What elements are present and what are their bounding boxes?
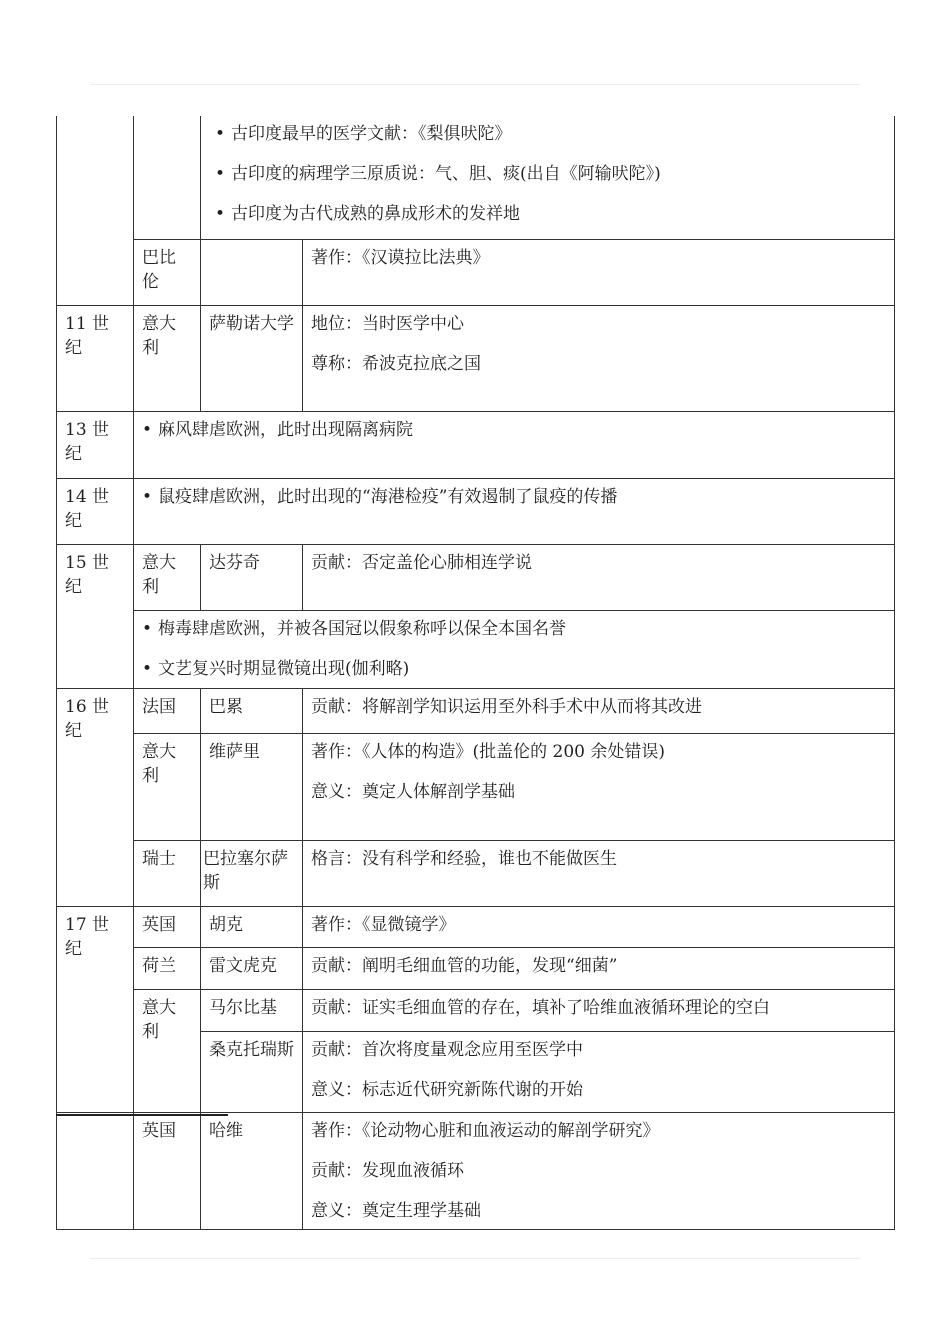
note: 著作：《人体的构造》(批盖伦的 200 余处错误): [311, 741, 666, 762]
note: 贡献：发现血液循环: [311, 1160, 464, 1181]
note: 尊称：希波克拉底之国: [311, 353, 481, 374]
table-row: [57, 989, 895, 1031]
table-row: [57, 411, 895, 478]
note: 贡献：首次将度量观念应用至医学中: [311, 1039, 583, 1060]
country-cell: 法国: [134, 688, 201, 733]
century-cell: 13 世纪: [57, 411, 134, 478]
note: 意义：奠定人体解剖学基础: [311, 781, 515, 802]
notes-cell: [303, 947, 895, 989]
table-row: [57, 906, 895, 947]
header-rule: [90, 84, 860, 85]
country-cell: 英国: [134, 906, 201, 947]
person-cell: 胡克: [201, 906, 303, 947]
note: 贡献：否定盖伦心肺相连学说: [311, 552, 532, 573]
person-cell: 萨勒诺大学: [201, 305, 303, 411]
notes-cell: [134, 411, 895, 478]
century-cell: 14 世纪: [57, 478, 134, 544]
note: 意义：奠定生理学基础: [311, 1200, 481, 1221]
table-row: [57, 610, 895, 688]
table-row: [57, 544, 895, 610]
country-cell: 意大利: [134, 733, 201, 840]
country-cell: 巴比伦: [134, 239, 201, 305]
note: 地位：当时医学中心: [311, 313, 464, 334]
notes-cell: [303, 906, 895, 947]
note: • 古印度为古代成熟的鼻成形术的发祥地: [215, 202, 886, 226]
note: 著作：《显微镜学》: [311, 914, 456, 935]
notes-cell: [201, 116, 895, 239]
table-row: [57, 116, 895, 239]
country-cell: 英国: [134, 1112, 201, 1229]
notes-cell: [303, 989, 895, 1031]
country-cell: 荷兰: [134, 947, 201, 989]
country-cell: 瑞士: [134, 840, 201, 906]
table-row: [57, 1112, 895, 1229]
notes-cell: [303, 1031, 895, 1112]
person-cell: 桑克托瑞斯: [201, 1031, 303, 1112]
medical-history-table: [56, 116, 895, 1230]
table-row: [57, 947, 895, 989]
person-cell: [201, 239, 303, 305]
person-cell: 维萨里: [201, 733, 303, 840]
table-row: [57, 305, 895, 411]
note: 著作：《论动物心脏和血液运动的解剖学研究》: [311, 1120, 660, 1141]
person-cell: 马尔比基: [201, 989, 303, 1031]
note: • 麻风肆虐欧洲，此时出现隔离病院: [142, 418, 886, 442]
person-cell: 巴累: [201, 688, 303, 733]
person-cell: 巴拉塞尔萨斯: [201, 840, 303, 906]
table-row: [57, 688, 895, 733]
notes-cell: [303, 544, 895, 610]
country-cell: 意大利: [134, 305, 201, 411]
notes-cell: [134, 610, 895, 688]
note: • 梅毒肆虐欧洲，并被各国冠以假象称呼以保全本国名誉: [142, 617, 886, 641]
century-cell: 17 世纪: [57, 906, 134, 1112]
country-cell: [134, 116, 201, 239]
country-cell: 意大利: [134, 989, 201, 1112]
century-cell: 11 世纪: [57, 305, 134, 411]
notes-cell: [303, 688, 895, 733]
note: 贡献：将解剖学知识运用至外科手术中从而将其改进: [311, 696, 702, 717]
notes-cell: [303, 305, 895, 411]
footer-rule: [90, 1258, 860, 1259]
note: • 古印度最早的医学文献：《梨俱吠陀》: [215, 122, 886, 146]
country-cell: 意大利: [134, 544, 201, 610]
notes-cell: [134, 478, 895, 544]
notes-cell: [303, 1112, 895, 1229]
person-cell: 哈维: [201, 1112, 303, 1229]
note: 著作：《汉谟拉比法典》: [311, 247, 490, 268]
table-row: [57, 239, 895, 305]
person-cell: 达芬奇: [201, 544, 303, 610]
person-cell: 雷文虎克: [201, 947, 303, 989]
handwritten-underline: [56, 1114, 228, 1116]
note: • 鼠疫肆虐欧洲，此时出现的“海港检疫”有效遏制了鼠疫的传播: [142, 485, 886, 509]
note: 格言：没有科学和经验，谁也不能做医生: [311, 848, 617, 869]
century-cell: [57, 1112, 134, 1229]
notes-cell: [303, 239, 895, 305]
table-row: [57, 840, 895, 906]
century-cell: 16 世纪: [57, 688, 134, 906]
note: 贡献：阐明毛细血管的功能，发现“细菌”: [311, 955, 618, 976]
table-row: [57, 733, 895, 840]
century-cell: 15 世纪: [57, 544, 134, 688]
note: • 文艺复兴时期显微镜出现(伽利略): [142, 657, 886, 681]
note: • 古印度的病理学三原质说：气、胆、痰(出自《阿输吠陀》): [215, 162, 886, 186]
table-row: [57, 478, 895, 544]
century-cell: [57, 116, 134, 305]
notes-cell: [303, 840, 895, 906]
note: 贡献：证实毛细血管的存在，填补了哈维血液循环理论的空白: [311, 997, 770, 1018]
note: 意义：标志近代研究新陈代谢的开始: [311, 1079, 583, 1100]
notes-cell: [303, 733, 895, 840]
